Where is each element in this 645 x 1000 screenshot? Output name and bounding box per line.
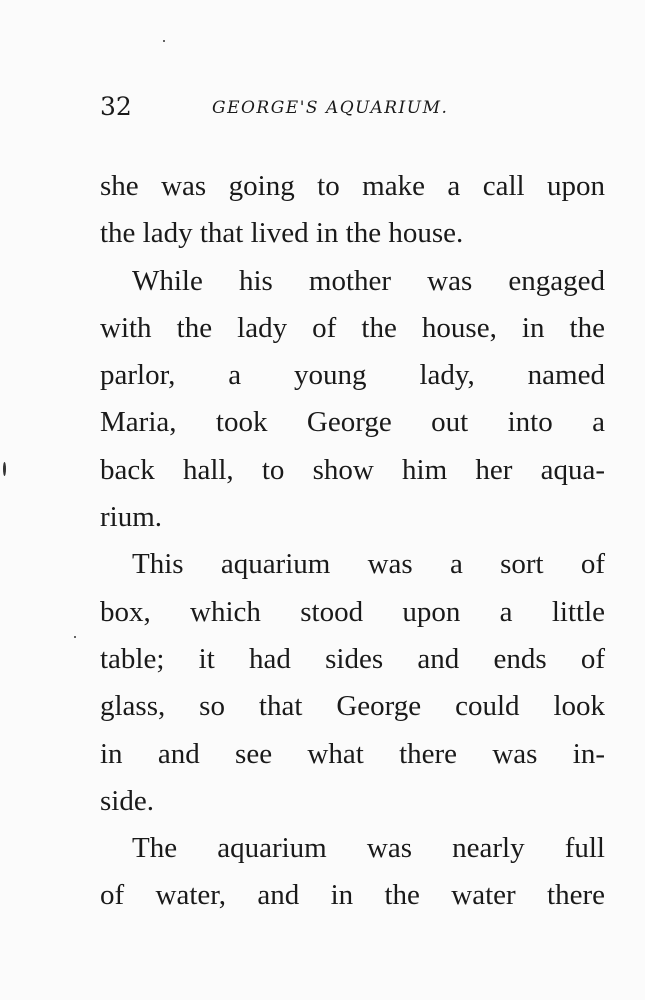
- paragraph: [100, 541, 605, 825]
- paragraph: [100, 163, 605, 258]
- page-edge-mark: [3, 462, 6, 476]
- text-line: she was going to make a call upon: [100, 170, 605, 202]
- text-line: back hall, to show him her aqua-: [100, 453, 605, 486]
- page-number: 32: [100, 92, 132, 121]
- text-line: Maria, took George out into a: [100, 406, 605, 439]
- text-line: side.: [100, 784, 154, 817]
- text-line: glass, so that George could look: [100, 690, 605, 723]
- text-line: While his mother was engaged: [132, 264, 605, 297]
- paragraph: [100, 258, 605, 542]
- text-line: with the lady of the house, in the: [100, 311, 605, 344]
- text-line: rium.: [100, 501, 163, 534]
- text-line: of water, and in the water there: [100, 879, 605, 912]
- dust-speck: [163, 40, 165, 42]
- text-line: box, which stood upon a little: [100, 595, 605, 628]
- body-text: [100, 163, 605, 920]
- text-line: The aquarium was nearly full: [132, 832, 605, 865]
- page-header: [100, 92, 500, 126]
- text-line: in and see what there was in-: [100, 737, 605, 770]
- paragraph: [100, 825, 605, 920]
- text-line: the lady that lived in the house.: [100, 217, 464, 250]
- dust-speck: [74, 636, 76, 638]
- running-title: GEORGE'S AQUARIUM.: [212, 98, 449, 118]
- text-line: table; it had sides and ends of: [100, 642, 605, 675]
- text-line: This aquarium was a sort of: [132, 548, 605, 581]
- text-line: parlor, a young lady, named: [100, 359, 605, 392]
